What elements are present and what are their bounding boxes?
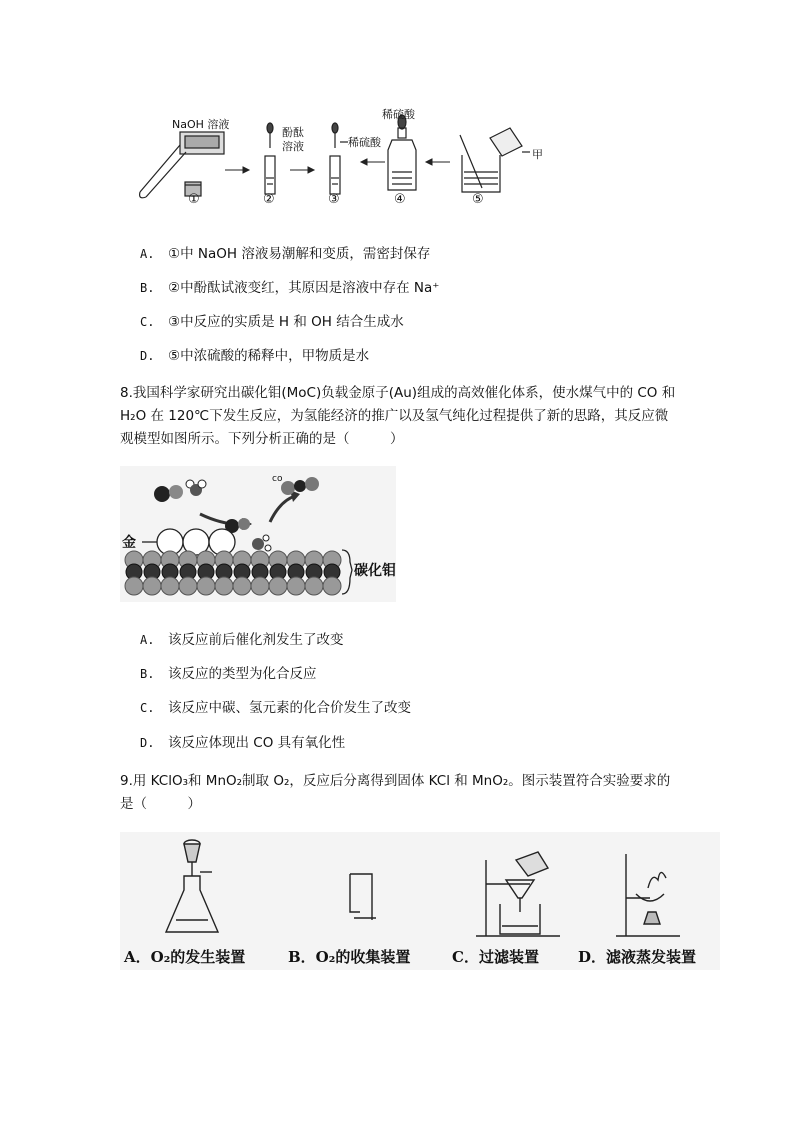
catalyst-drawing	[120, 466, 396, 602]
label-gold: 金	[122, 535, 136, 551]
label-moc: 碳化钼	[354, 563, 396, 579]
option-text: 该反应体现出 CO 具有氧化性	[168, 735, 346, 751]
option-text: ②中酚酞试液变红，其原因是溶液中存在 Na⁺	[168, 280, 440, 296]
option-letter: D.	[140, 736, 155, 750]
label-phenol: 酚酞	[282, 126, 304, 139]
label-acid-3: 稀硫酸	[348, 136, 381, 149]
option-letter: B.	[140, 667, 155, 681]
q7-option-c	[140, 310, 404, 330]
option-text: 该反应中碳、氢元素的化合价发生了改变	[168, 700, 411, 716]
acid-test-tube	[330, 123, 348, 194]
option-letter: A.	[140, 247, 155, 261]
step-number-1: ①	[188, 192, 200, 207]
q8-option-a	[140, 628, 344, 648]
q7-option-b	[140, 276, 439, 296]
label-phenol-solution: 溶液	[282, 140, 304, 153]
option-text: ①中 NaOH 溶液易潮解和变质，需密封保存	[168, 246, 431, 262]
naoh-bottle	[140, 132, 224, 198]
figure-q9-apparatus	[120, 832, 720, 970]
filter-stand	[476, 852, 560, 936]
acid-dropper-bottle	[388, 115, 416, 190]
label-co: co	[272, 474, 283, 484]
label-acid-4: 稀硫酸	[382, 108, 415, 121]
caption-b: B．O₂的收集装置	[288, 948, 411, 966]
step-number-3: ③	[328, 192, 340, 207]
option-text: ⑤中浓硫酸的稀释中，甲物质是水	[168, 348, 370, 364]
caption-a: A．O₂的发生装置	[124, 948, 246, 966]
dilution-beaker	[460, 128, 530, 192]
q8-option-b	[140, 662, 317, 682]
flask-apparatus	[166, 840, 218, 932]
caption-c: C．过滤装置	[452, 948, 539, 966]
option-text: 该反应的类型为化合反应	[168, 666, 317, 682]
label-jia: 甲	[532, 148, 543, 161]
label-naoh: NaOH 溶液	[172, 118, 230, 131]
option-letter: C.	[140, 315, 155, 329]
q8-stem: 8.我国科学家研究出碳化钼(MoC)负载金原子(Au)组成的高效催化体系，使水煤气中的 CO 和 H₂O 在 120℃下发生反应，为氢能经济的推广以及氢气纯化过程提供了新的思路，其反应微观模型如图所示。下列分析正确的是（ ）	[120, 385, 676, 447]
step-number-4: ④	[394, 192, 406, 207]
step-number-5: ⑤	[472, 192, 484, 207]
figure-q8-catalyst-model	[120, 466, 396, 602]
option-letter: B.	[140, 281, 155, 295]
step-number-2: ②	[263, 192, 275, 207]
option-letter: C.	[140, 701, 155, 715]
q7-option-a	[140, 242, 430, 262]
figure-q7-apparatus	[130, 100, 550, 210]
q7-option-d	[140, 344, 369, 364]
option-letter: D.	[140, 349, 155, 363]
caption-d: D．滤液蒸发装置	[578, 948, 697, 966]
phenol-test-tube	[265, 123, 275, 194]
q8-option-d	[140, 731, 345, 751]
collection-tube	[350, 874, 376, 920]
q9-stem: 9.用 KClO₃和 MnO₂制取 O₂，反应后分离得到固体 KCl 和 MnO₂。图示装置符合实验要求的是（ ）	[120, 773, 671, 812]
option-text: ③中反应的实质是 H 和 OH 结合生成水	[168, 314, 404, 330]
q8-option-c	[140, 696, 411, 716]
option-letter: A.	[140, 633, 155, 647]
evaporation-stand	[616, 854, 680, 936]
option-text: 该反应前后催化剂发生了改变	[168, 632, 344, 648]
